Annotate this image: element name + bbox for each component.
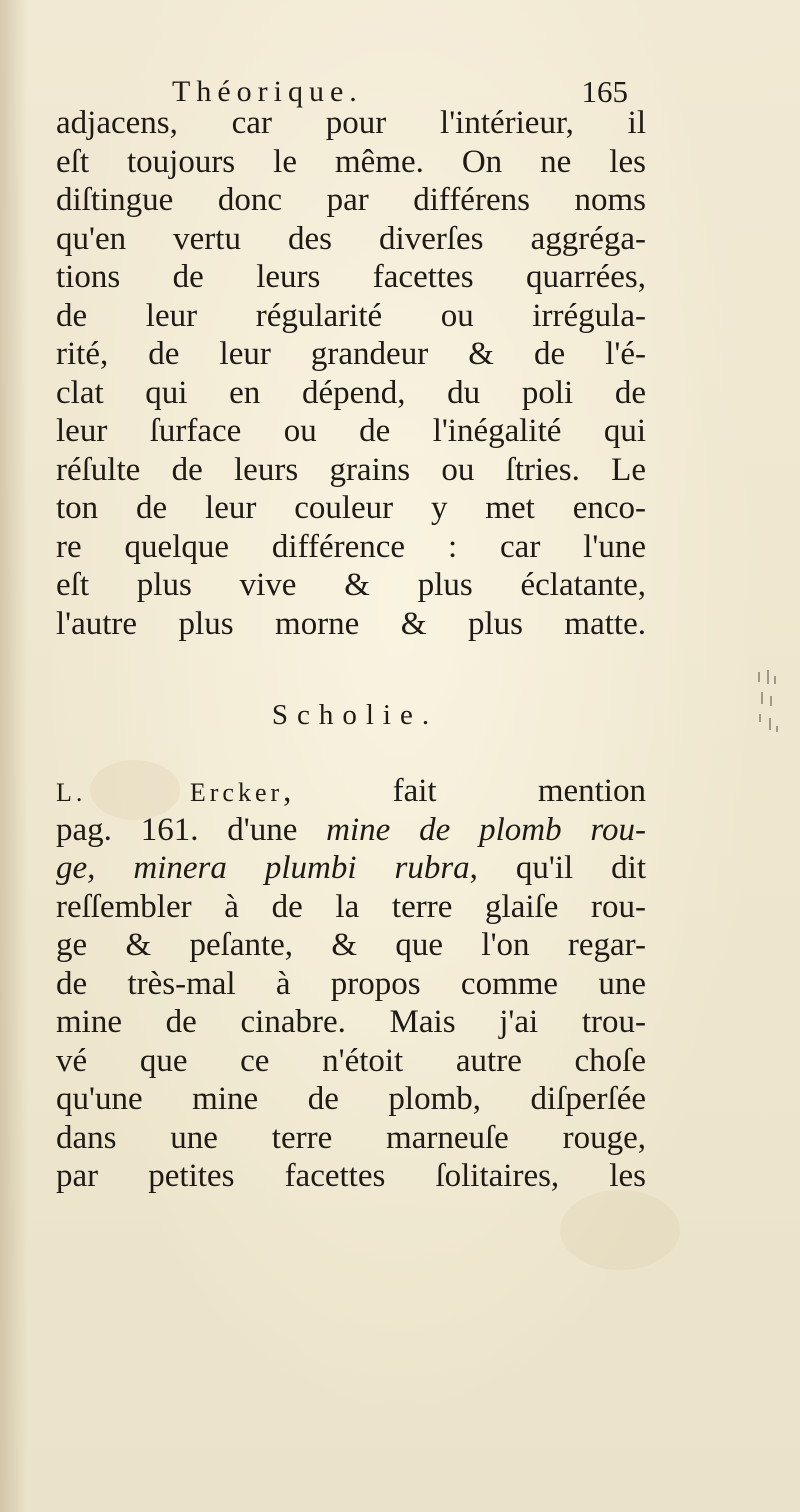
text-line: clat qui en dépend, du poli de [56, 374, 646, 411]
gutter-shadow [0, 0, 28, 1512]
text-line [56, 772, 646, 811]
text-line: reſſembler à de la terre glaiſe rou- [56, 888, 646, 925]
text-line [56, 849, 646, 888]
text-line: réſulte de leurs grains ou ſtries. Le [56, 451, 646, 488]
text-line: qu'une mine de plomb, diſperſée [56, 1081, 646, 1117]
scholie-paragraph [56, 772, 646, 1196]
main-paragraph [56, 104, 646, 643]
text-line: vé que ce n'étoit autre choſe [56, 1042, 646, 1079]
text-line: rité, de leur grandeur & de l'é- [56, 336, 646, 372]
text-line: par petites facettes ſolitaires, les [56, 1158, 646, 1194]
text-run: , fait mention [283, 773, 646, 809]
text-line: mine de cinabre. Mais j'ai trou- [56, 1004, 646, 1040]
text-line: eſt plus vive & plus éclatante, [56, 567, 646, 603]
text-line: de leur régularité ou irrégula- [56, 297, 646, 334]
running-head: Théorique. [172, 75, 363, 108]
text-line [56, 811, 646, 850]
text-line: eſt toujours le même. On ne les [56, 143, 646, 180]
italic-run: mine de plomb rou- [326, 811, 646, 848]
page-number: 165 [581, 74, 628, 109]
text-line: de très-mal à propos comme une [56, 965, 646, 1002]
text-run: pag. 161. d'une [56, 811, 298, 848]
paper-foxing [560, 1190, 680, 1270]
text-line: tions de leurs facettes quarrées, [56, 259, 646, 295]
text-line: adjacens, car pour l'intérieur, il [56, 105, 646, 141]
text-line: leur ſurface ou de l'inégalité qui [56, 413, 646, 449]
section-heading: Scholie. [271, 699, 439, 731]
italic-run: ge, minera plumbi rubra [56, 850, 470, 886]
text-line: ton de leur couleur y met enco- [56, 490, 646, 526]
text-line: ge & peſante, & que l'on regar- [56, 927, 646, 963]
text-line: diſtingue donc par différens noms [56, 182, 646, 218]
text-run: , qu'il dit [469, 850, 646, 886]
author-name: L. Ercker [56, 778, 284, 807]
text-line: qu'en vertu des diverſes aggréga- [56, 220, 646, 257]
margin-ink-marks [755, 668, 781, 742]
text-line: dans une terre marneuſe rouge, [56, 1119, 646, 1156]
text-line: l'autre plus morne & plus matte. [56, 605, 646, 642]
text-line: re quelque différence : car l'une [56, 528, 646, 565]
